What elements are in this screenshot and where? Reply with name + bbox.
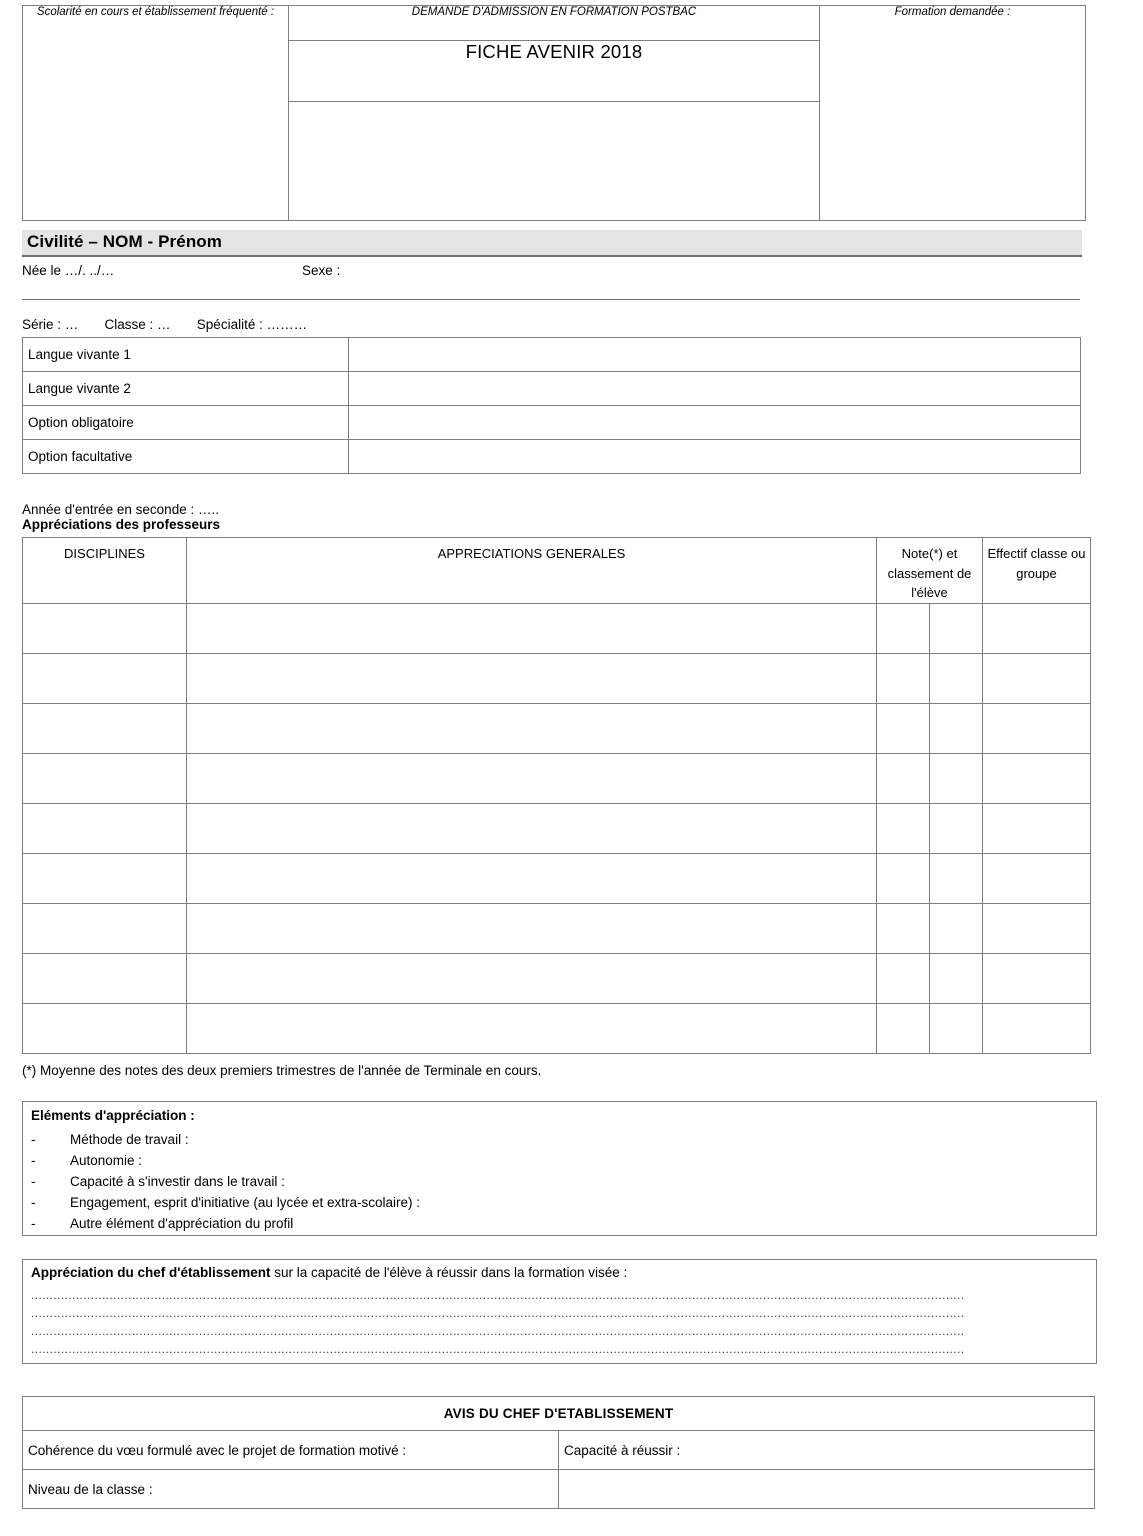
elements-appreciation-list: [23, 1132, 1096, 1237]
header-scolarite-cell: [23, 6, 289, 221]
cell-effectif[interactable]: [983, 653, 1091, 703]
cell-note[interactable]: [877, 703, 930, 753]
avis-title: AVIS DU CHEF D'ETABLISSEMENT: [23, 1397, 1095, 1431]
column-header-disciplines: DISCIPLINES: [23, 538, 187, 604]
table-row: [23, 406, 1081, 440]
table-row: [23, 1470, 1095, 1509]
cell-classement[interactable]: [930, 953, 983, 1003]
cell-classement[interactable]: [930, 703, 983, 753]
header-table: [22, 5, 1086, 221]
header-demande-label: DEMANDE D'ADMISSION EN FORMATION POSTBAC: [411, 6, 697, 18]
chef-appreciation-writing-area[interactable]: [31, 1288, 1084, 1360]
identity-divider: [22, 299, 1080, 300]
avis-niveau-label[interactable]: Niveau de la classe :: [23, 1470, 559, 1509]
cell-effectif[interactable]: [983, 703, 1091, 753]
cell-appreciation[interactable]: [187, 753, 877, 803]
cell-classement[interactable]: [930, 753, 983, 803]
table-row: [23, 853, 1091, 903]
cell-appreciation[interactable]: [187, 653, 877, 703]
header-formation-label: Formation demandée :: [894, 6, 1011, 18]
table-row: [23, 372, 1081, 406]
bullet-marker: -: [31, 1174, 36, 1189]
cell-classement[interactable]: [930, 1003, 983, 1053]
cell-appreciation[interactable]: [187, 953, 877, 1003]
list-item-label: Engagement, esprit d'initiative (au lycée et extra-scolaire) :: [70, 1195, 420, 1210]
table-row: [23, 440, 1081, 474]
chef-appreciation-title: [31, 1265, 627, 1280]
cell-appreciation[interactable]: [187, 703, 877, 753]
table-row: [23, 903, 1091, 953]
table-row: [23, 603, 1091, 653]
language-value-cell[interactable]: [349, 338, 1081, 372]
cell-effectif[interactable]: [983, 803, 1091, 853]
header-blank-cell: [289, 102, 820, 221]
list-item-label: Autre élément d'appréciation du profil: [70, 1216, 294, 1231]
cell-discipline[interactable]: [23, 803, 187, 853]
cell-effectif[interactable]: [983, 853, 1091, 903]
dotted-line[interactable]: ..........................................................................................................................................................................................................................................................: [31, 1324, 965, 1338]
appreciations-section-title: Appréciations des professeurs: [22, 517, 221, 532]
header-scolarite-label: Scolarité en cours et établissement fréquenté :: [36, 6, 275, 18]
column-header-appreciations-generales: APPRECIATIONS GENERALES: [187, 538, 877, 604]
cell-note[interactable]: [877, 653, 930, 703]
cell-note[interactable]: [877, 853, 930, 903]
cell-effectif[interactable]: [983, 603, 1091, 653]
cell-effectif[interactable]: [983, 903, 1091, 953]
dotted-line[interactable]: ..........................................................................................................................................................................................................................................................: [31, 1288, 965, 1302]
header-formation-cell: [820, 6, 1086, 221]
cell-note[interactable]: [877, 753, 930, 803]
language-label-cell: [23, 440, 349, 474]
cell-discipline[interactable]: [23, 753, 187, 803]
cell-appreciation[interactable]: [187, 853, 877, 903]
cell-discipline[interactable]: [23, 1003, 187, 1053]
disciplines-table: [22, 537, 1091, 1054]
cell-classement[interactable]: [930, 603, 983, 653]
table-row: [23, 1431, 1095, 1470]
cell-classement[interactable]: [930, 903, 983, 953]
language-value-cell[interactable]: [349, 440, 1081, 474]
table-row: [23, 953, 1091, 1003]
languages-table: [22, 337, 1081, 474]
cell-note[interactable]: [877, 1003, 930, 1053]
header-demande-cell: [289, 6, 820, 41]
avis-table: [22, 1396, 1095, 1509]
bullet-marker: -: [31, 1132, 36, 1147]
avis-niveau-value[interactable]: [559, 1470, 1095, 1509]
cell-effectif[interactable]: [983, 953, 1091, 1003]
cell-note[interactable]: [877, 953, 930, 1003]
elements-appreciation-box: [22, 1101, 1097, 1236]
table-row: [23, 653, 1091, 703]
language-label-cell: [23, 372, 349, 406]
table-row: [23, 1003, 1091, 1053]
list-item-label: Méthode de travail :: [70, 1132, 189, 1147]
header-title-cell: [289, 41, 820, 102]
birth-date-label: Née le …/. ../…: [22, 263, 115, 278]
language-label: Option obligatoire: [28, 415, 134, 430]
dotted-line[interactable]: ..........................................................................................................................................................................................................................................................: [31, 1306, 965, 1320]
list-item: [23, 1174, 1096, 1195]
cell-appreciation[interactable]: [187, 603, 877, 653]
cell-appreciation[interactable]: [187, 1003, 877, 1053]
disciplines-table-head: [23, 538, 1091, 604]
cell-discipline[interactable]: [23, 603, 187, 653]
language-value-cell[interactable]: [349, 406, 1081, 440]
note-footnote: (*) Moyenne des notes des deux premiers trimestres de l'année de Terminale en cours.: [22, 1063, 542, 1078]
column-header-note: Note(*) et classement de l'élève: [877, 538, 983, 604]
table-row: [23, 753, 1091, 803]
table-row: [23, 338, 1081, 372]
cell-discipline[interactable]: [23, 703, 187, 753]
cell-classement[interactable]: [930, 803, 983, 853]
language-label: Langue vivante 1: [28, 347, 131, 362]
table-row: [23, 703, 1091, 753]
cell-note[interactable]: [877, 803, 930, 853]
chef-appreciation-title-rest: sur la capacité de l'élève à réussir dans la formation visée :: [270, 1265, 628, 1280]
list-item: [23, 1153, 1096, 1174]
list-item: [23, 1132, 1096, 1153]
sexe-label: Sexe :: [302, 263, 341, 278]
birth-line: [22, 263, 1082, 278]
disciplines-table-body: [23, 603, 1091, 1053]
language-label-cell: [23, 406, 349, 440]
language-label-cell: [23, 338, 349, 372]
avis-capacite-label[interactable]: Capacité à réussir :: [559, 1431, 1095, 1470]
chef-appreciation-title-bold: Appréciation du chef d'établissement: [31, 1265, 271, 1280]
dotted-line[interactable]: ..........................................................................................................................................................................................................................................................: [31, 1342, 965, 1356]
cell-classement[interactable]: [930, 853, 983, 903]
cell-discipline[interactable]: [23, 853, 187, 903]
avis-coherence-label[interactable]: Cohérence du vœu formulé avec le projet de formation motivé :: [23, 1431, 559, 1470]
chef-appreciation-box: [22, 1259, 1097, 1364]
avis-table-head: [23, 1397, 1095, 1431]
bullet-marker: -: [31, 1153, 36, 1168]
cell-note[interactable]: [877, 603, 930, 653]
cell-effectif[interactable]: [983, 1003, 1091, 1053]
table-header-row: [23, 538, 1091, 604]
cell-classement[interactable]: [930, 653, 983, 703]
bullet-marker: -: [31, 1195, 36, 1210]
cell-discipline[interactable]: [23, 953, 187, 1003]
list-item: [23, 1216, 1096, 1237]
page-title: FICHE AVENIR 2018: [465, 41, 643, 62]
cell-appreciation[interactable]: [187, 803, 877, 853]
cell-note[interactable]: [877, 903, 930, 953]
languages-table-body: [23, 338, 1081, 474]
annee-entree-label: Année d'entrée en seconde : …..: [22, 502, 219, 517]
list-item: [23, 1195, 1096, 1216]
list-item-label: Autonomie :: [70, 1153, 143, 1168]
language-label: Option facultative: [28, 449, 133, 464]
cell-discipline[interactable]: [23, 653, 187, 703]
cell-effectif[interactable]: [983, 753, 1091, 803]
identity-banner: [22, 230, 1082, 257]
cell-discipline[interactable]: [23, 903, 187, 953]
language-value-cell[interactable]: [349, 372, 1081, 406]
serie-line: Série : … Classe : … Spécialité : ………: [22, 317, 308, 332]
table-row: [23, 803, 1091, 853]
cell-appreciation[interactable]: [187, 903, 877, 953]
bullet-marker: -: [31, 1216, 36, 1231]
list-item-label: Capacité à s'investir dans le travail :: [70, 1174, 285, 1189]
column-header-effectif: Effectif classe ou groupe: [983, 538, 1091, 604]
elements-appreciation-title: Eléments d'appréciation :: [31, 1108, 195, 1123]
avis-table-body: [23, 1431, 1095, 1509]
table-header-row: [23, 1397, 1095, 1431]
language-label: Langue vivante 2: [28, 381, 131, 396]
identity-banner-label: Civilité – NOM - Prénom: [27, 232, 223, 251]
